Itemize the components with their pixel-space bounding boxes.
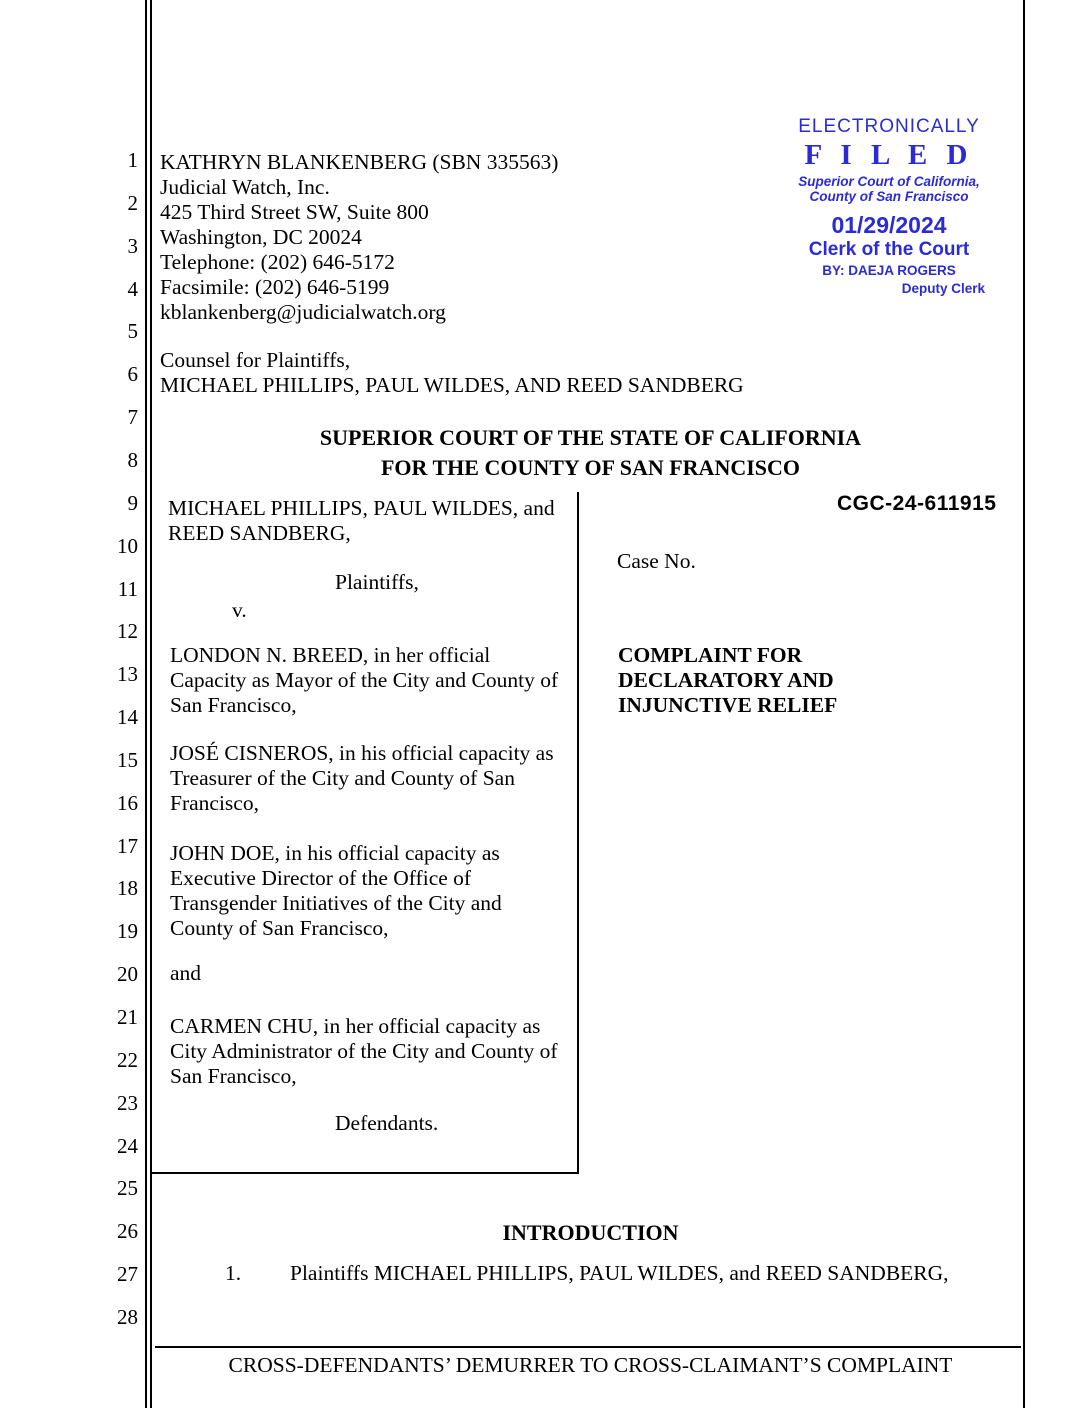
document-title-line3: INJUNCTIVE RELIEF (618, 693, 838, 717)
stamp-filing-date: 01/29/2024 (831, 212, 947, 238)
defendants-designation: Defendants. (335, 1111, 439, 1135)
stamp-deputy-title: Deputy Clerk (901, 281, 985, 296)
attorney-city-line: Washington, DC 20024 (160, 225, 362, 249)
line-number-23: 23 (117, 1090, 138, 1115)
defendant-cisneros-line1: JOSÉ CISNEROS, in his official capacity as (170, 741, 554, 765)
right-margin-rule (1023, 0, 1025, 1408)
line-number-21: 21 (117, 1005, 138, 1029)
defendant-chu-line2: City Administrator of the City and County of (170, 1039, 558, 1063)
defendant-breed-line1: LONDON N. BREED, in her official (170, 643, 491, 667)
line-number-7: 7 (127, 405, 138, 430)
efiling-stamp (793, 116, 985, 296)
line-number-8: 8 (127, 447, 138, 472)
footer-document-title: CROSS-DEFENDANTS’ DEMURRER TO CROSS-CLAIMANT’S COMPLAINT (228, 1353, 953, 1377)
case-number-label: Case No. (617, 549, 696, 573)
paragraph-number: 1. (225, 1261, 242, 1285)
line-number-22: 22 (117, 1047, 138, 1072)
stamp-electronically-text: ELECTRONICALLY (798, 116, 980, 137)
caption-box-vertical-rule (577, 492, 579, 1173)
caption-and-connector: and (170, 961, 202, 985)
line-number-15: 15 (117, 747, 138, 772)
line-number-6: 6 (127, 362, 138, 387)
line-number-17: 17 (117, 833, 138, 858)
line-number-25: 25 (117, 1176, 138, 1201)
attorney-phone-line: Telephone: (202) 646-5172 (160, 250, 395, 274)
stamp-court-line2: County of San Francisco (809, 189, 969, 204)
line-number-24: 24 (117, 1133, 138, 1158)
stamp-deputy-name: BY: DAEJA ROGERS (822, 263, 956, 278)
left-margin-rule-outer (145, 0, 147, 1408)
footer-rule (155, 1346, 1021, 1348)
line-number-19: 19 (117, 919, 138, 944)
attorney-info-block (160, 150, 744, 398)
line-number-2: 2 (127, 190, 138, 215)
stamp-clerk-text: Clerk of the Court (808, 239, 970, 260)
line-number-9: 9 (127, 490, 138, 515)
court-title (160, 423, 1021, 483)
plaintiff-names-line1: MICHAEL PHILLIPS, PAUL WILDES, and (168, 496, 555, 520)
caption-plaintiff-names (168, 496, 555, 546)
versus-abbreviation: v. (232, 598, 247, 622)
line-number-12: 12 (117, 619, 138, 644)
line-number-3: 3 (127, 233, 138, 258)
line-number-10: 10 (117, 533, 138, 558)
attorney-street-line: 425 Third Street SW, Suite 800 (160, 200, 429, 224)
counsel-clients-line: MICHAEL PHILLIPS, PAUL WILDES, AND REED SANDBERG (160, 373, 744, 397)
defendant-cisneros-line2: Treasurer of the City and County of San (170, 766, 515, 790)
stamp-court-line1: Superior Court of California, (798, 174, 980, 189)
defendant-doe-line1: JOHN DOE, in his official capacity as (170, 841, 500, 865)
line-number-13: 13 (117, 662, 138, 687)
caption-defendant-breed (170, 643, 558, 718)
line-number-4: 4 (127, 276, 138, 301)
line-number-27: 27 (117, 1262, 138, 1287)
defendant-cisneros-line3: Francisco, (170, 791, 259, 815)
case-number-stamp: CGC-24-611915 (837, 492, 997, 515)
line-number-rail (0, 0, 138, 1408)
line-number-28: 28 (117, 1304, 138, 1329)
counsel-for-line: Counsel for Plaintiffs, (160, 348, 351, 372)
defendant-doe-line4: County of San Francisco, (170, 916, 389, 940)
stamp-filed-text: F I L E D (804, 139, 974, 171)
defendant-chu-line1: CARMEN CHU, in her official capacity as (170, 1014, 541, 1038)
attorney-email-line: kblankenberg@judicialwatch.org (160, 300, 446, 324)
attorney-name-line: KATHRYN BLANKENBERG (SBN 335563) (160, 150, 559, 174)
plaintiff-names-line2: REED SANDBERG, (168, 521, 351, 545)
line-number-16: 16 (117, 790, 138, 815)
document-title-line2: DECLARATORY AND (618, 668, 834, 692)
line-number-20: 20 (117, 962, 138, 987)
line-number-1: 1 (127, 148, 138, 172)
attorney-fax-line: Facsimile: (202) 646-5199 (160, 275, 390, 299)
defendant-breed-line2: Capacity as Mayor of the City and County of (170, 668, 559, 692)
defendant-doe-line2: Executive Director of the Office of (170, 866, 472, 890)
left-margin-rule-inner (150, 0, 152, 1408)
caption-box-bottom-rule (152, 1172, 579, 1174)
plaintiffs-designation: Plaintiffs, (335, 570, 419, 594)
court-title-line1: SUPERIOR COURT OF THE STATE OF CALIFORNIA (319, 425, 862, 450)
line-number-11: 11 (117, 576, 138, 601)
line-number-18: 18 (117, 876, 138, 901)
spacer (160, 325, 744, 348)
line-number-5: 5 (127, 319, 138, 344)
document-title (618, 643, 837, 718)
line-number-14: 14 (117, 705, 138, 730)
caption-defendant-cisneros (170, 741, 554, 816)
caption-defendant-chu (170, 1014, 558, 1089)
document-title-line1: COMPLAINT FOR (618, 643, 803, 667)
caption-defendant-doe (170, 841, 502, 941)
defendant-chu-line3: San Francisco, (170, 1064, 297, 1088)
paragraph-text: Plaintiffs MICHAEL PHILLIPS, PAUL WILDES, and REED SANDBERG, (290, 1261, 949, 1285)
attorney-firm-line: Judicial Watch, Inc. (160, 175, 330, 199)
introduction-heading: INTRODUCTION (502, 1220, 679, 1245)
defendant-breed-line3: San Francisco, (170, 693, 297, 717)
court-title-line2: FOR THE COUNTY OF SAN FRANCISCO (380, 455, 801, 480)
defendant-doe-line3: Transgender Initiatives of the City and (170, 891, 502, 915)
line-number-26: 26 (117, 1219, 138, 1244)
